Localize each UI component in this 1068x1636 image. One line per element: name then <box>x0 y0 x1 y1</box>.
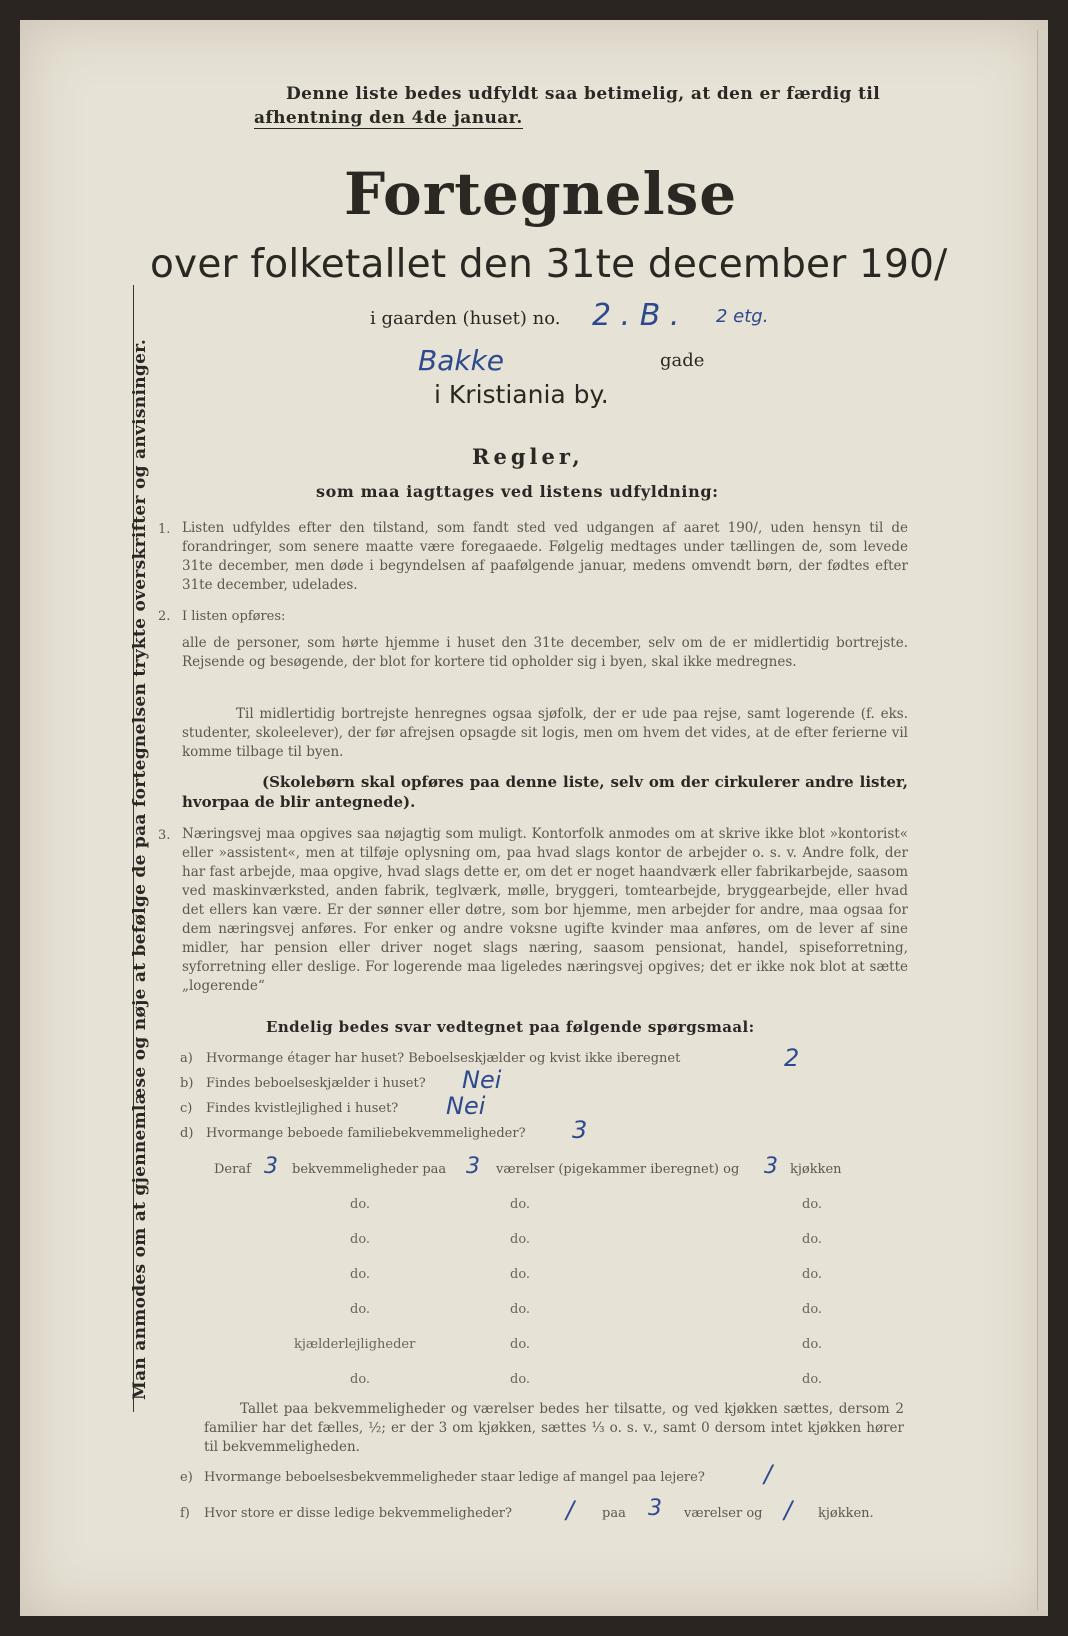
rule-1-text: Listen udfyldes efter den tilstand, som fandt sted ved udgangen af aaret 190/, uden hensyn til de forandringer, som senere maatte være foregaaede. Følgelig medtages under tællingen de, som levede 31te december, men døde i begyndelsen af paafølgende januar, medens omvendt børn, der fødtes efter 31te december, udelades. <box>182 520 908 593</box>
street-handwritten: Bakke <box>418 344 505 377</box>
question-a-text: Hvormange étager har huset? Beboelseskjælder og kvist ikke iberegnet <box>206 1051 681 1066</box>
question-e-answer: / <box>764 1460 773 1488</box>
question-d-text: Hvormange beboede familiebekvemmeligheder? <box>206 1126 526 1141</box>
do-row-5-col-2: do. <box>510 1337 531 1352</box>
deraf-suffix: kjøkken <box>790 1162 842 1177</box>
question-f-text: Hvor store er disse ledige bekvemmeligheder? <box>204 1506 512 1521</box>
do-row-1-col-3: do. <box>802 1197 823 1212</box>
do-row-6-col-1: do. <box>350 1372 371 1387</box>
street-suffix: gade <box>660 350 705 371</box>
notice-line-2: afhentning den 4de januar. <box>254 108 523 128</box>
do-row-1-col-2: do. <box>510 1197 531 1212</box>
do-row-6-col-2: do. <box>510 1372 531 1387</box>
question-a-answer: 2 <box>784 1044 800 1072</box>
do-row-2-col-1: do. <box>350 1232 371 1247</box>
question-e-text: Hvormange beboelsesbekvemmeligheder staar ledige af mangel paa lejere? <box>204 1470 705 1485</box>
question-b-label: b) <box>180 1076 194 1091</box>
do-row-4-col-1: do. <box>350 1302 371 1317</box>
do-row-3-col-2: do. <box>510 1267 531 1282</box>
rule-2-text: alle de personer, som hørte hjemme i huset den 31te december, selv om de er midlertidig bortrejste. Rejsende og besøgende, der blot for kortere tid opholder sig i byen, skal ikke medregnes. <box>182 635 908 670</box>
floor-handwritten: 2 etg. <box>716 306 769 327</box>
question-f-answer-3: / <box>784 1496 793 1524</box>
page-subtitle: over folketallet den 31te december 190/ <box>150 242 948 287</box>
rule-3-text: Næringsvej maa opgives saa nøjagtig som muligt. Kontorfolk anmodes om at skrive ikke blot »kontorist« eller »assistent«, men at tilføje oplysning om, paa hvad slags kontor de arbejder o. s. v. Andre folk, der har fast arbejde, maa opgive, hvad slags dette er, om det er noget haandværk eller fabrikarbejde, saasom ved maskinværksted, anden fabrik, teglværk, mølle, bryggeri, tomtearbejde, bryggearbejde, eller hvad det ellers kan være. Er der sønner eller døtre, som bor hjemme, men arbejder for andre, maa ogsaa for dem næringsvej anføres. For enker og andre voksne ugifte kvinder maa anføres, om de lever af sine midler, har pension eller driver noget slags næring, saasom pensionat, handel, spiseforretning, syforretning eller deslige. For logerende maa ligeledes næringsvej opgives; det er ikke nok blot at sætte „logerende“ <box>182 826 908 994</box>
do-row-4-col-2: do. <box>510 1302 531 1317</box>
rule-2-text-2: Til midlertidig bortrejste henregnes ogsaa sjøfolk, der er ude paa rejse, samt logerende (f. eks. studenter, skoleelever), der før afrejsen opsagde sit logis, men om hvem det vides, at de efter ferierne vil komme tilbage til byen. <box>182 706 908 760</box>
deraf-count: 3 <box>264 1154 278 1179</box>
do-row-2-col-3: do. <box>802 1232 823 1247</box>
question-f-label: f) <box>180 1506 190 1521</box>
question-c-label: c) <box>180 1101 193 1116</box>
do-row-2-col-2: do. <box>510 1232 531 1247</box>
question-f-answer-2: 3 <box>648 1496 662 1521</box>
rule-2-intro: I listen opføres: <box>182 609 286 624</box>
rules-heading: Regler, <box>472 444 584 469</box>
deraf-rooms: 3 <box>466 1154 480 1179</box>
rule-2-text-3: (Skolebørn skal opføres paa denne liste, selv om der cirkulerer andre lister, hvorpaa de blir antegnede). <box>182 773 908 811</box>
do-row-4-col-3: do. <box>802 1302 823 1317</box>
rule-3-number: 3. <box>158 828 171 843</box>
question-c-answer: Nei <box>446 1092 486 1120</box>
question-d-label: d) <box>180 1126 194 1141</box>
do-row-1-col-1: do. <box>350 1197 371 1212</box>
do-row-3-col-3: do. <box>802 1267 823 1282</box>
deraf-mid-2: værelser (pigekammer iberegnet) og <box>496 1162 740 1177</box>
page-title: Fortegnelse <box>344 160 738 228</box>
question-b-text: Findes beboelseskjælder i huset? <box>206 1076 426 1091</box>
deraf-prefix: Deraf <box>214 1162 251 1177</box>
kjaelder-label: kjælderlejligheder <box>294 1337 416 1352</box>
city-line: i Kristiania by. <box>434 380 609 409</box>
question-b-answer: Nei <box>462 1066 502 1094</box>
rooms-note: Tallet paa bekvemmeligheder og værelser bedes her tilsatte, og ved kjøkken sættes, dersom 2 familier har det fælles, ½; er der 3 om kjøkken, sættes ⅓ o. s. v., samt 0 dersom intet kjøkken hører til bekvemmeligheden. <box>204 1401 904 1455</box>
question-f-suffix: kjøkken. <box>818 1506 874 1521</box>
side-note: Man anmodes om at gjennemlæse og nøje at befølge de paa fortegnelsen trykte overskrifter og anvisninger. <box>130 338 150 1400</box>
notice-line-1: Denne liste bedes udfyldt saa betimelig, at den er færdig til <box>286 84 881 104</box>
rule-2-number: 2. <box>158 609 171 624</box>
do-row-5-col-3: do. <box>802 1337 823 1352</box>
question-f-answer-1: / <box>566 1496 575 1524</box>
house-label: i gaarden (huset) no. <box>370 308 561 329</box>
question-c-text: Findes kvistlejlighed i huset? <box>206 1101 399 1116</box>
do-row-3-col-1: do. <box>350 1267 371 1282</box>
sheet-edge <box>1037 30 1048 1610</box>
question-d-answer: 3 <box>572 1116 588 1144</box>
rules-subheading: som maa iagttages ved listens udfyldning: <box>316 482 719 501</box>
deraf-kitchens: 3 <box>764 1154 778 1179</box>
questions-intro: Endelig bedes svar vedtegnet paa følgende spørgsmaal: <box>266 1018 755 1036</box>
question-e-label: e) <box>180 1470 193 1485</box>
question-a-label: a) <box>180 1051 193 1066</box>
house-number-handwritten: 2 . B . <box>592 298 680 333</box>
rule-1-number: 1. <box>158 522 171 537</box>
deraf-mid-1: bekvemmeligheder paa <box>292 1162 447 1177</box>
question-f-mid: paa <box>602 1506 626 1521</box>
question-f-mid-2: værelser og <box>684 1506 763 1521</box>
do-row-6-col-3: do. <box>802 1372 823 1387</box>
